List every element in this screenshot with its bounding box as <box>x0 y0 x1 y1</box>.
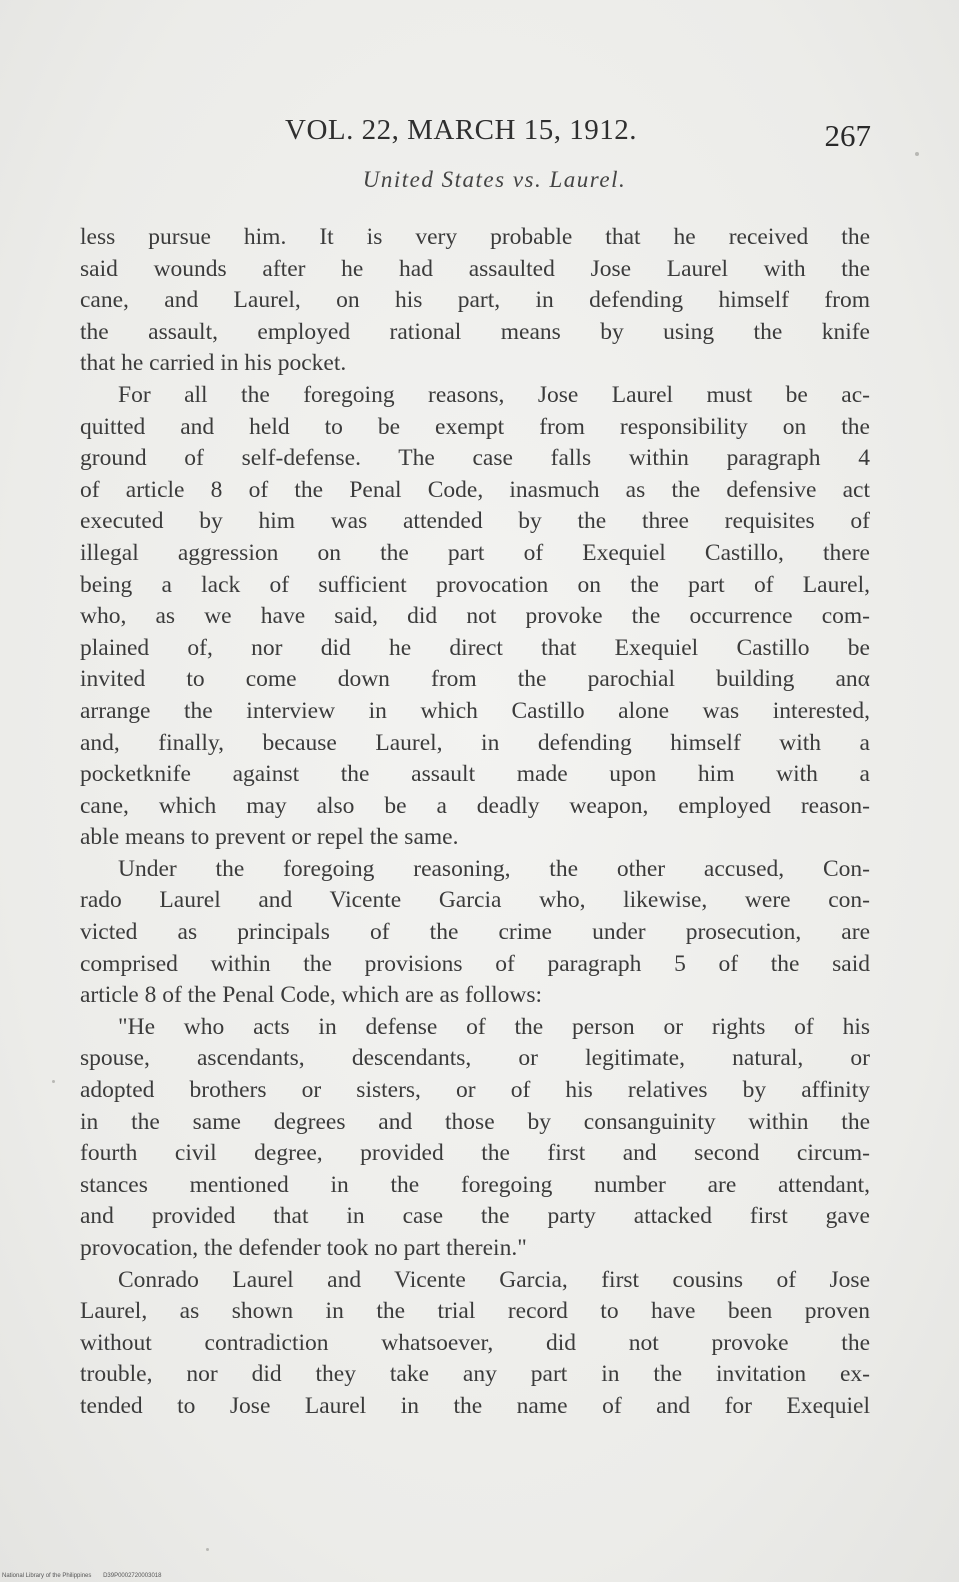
text-line: quitted and held to be exempt from responsibility on the <box>80 413 870 440</box>
text-line: pocketknife against the assault made upon him with a <box>80 761 870 788</box>
footer-code: D39P0002720003018 <box>103 1573 162 1579</box>
text-line: stances mentioned in the foregoing number are attendant, <box>80 1171 870 1198</box>
text-line: article 8 of the Penal Code, which are as follows: <box>80 982 543 1009</box>
page-number: 267 <box>824 118 871 153</box>
text-line: and, finally, because Laurel, in defending himself with a <box>80 729 870 756</box>
text-line: trouble, nor did they take any part in the invitation ex- <box>80 1361 870 1388</box>
text-line: invited to come down from the parochial building anα <box>80 666 870 693</box>
text-line: adopted brothers or sisters, or of his relatives by affinity <box>80 1077 870 1104</box>
footer-library: National Library of the Philippines <box>2 1573 92 1579</box>
text-line: tended to Jose Laurel in the name of and for Exequiel <box>80 1392 870 1419</box>
text-line: of article 8 of the Penal Code, inasmuch as the defensive act <box>80 476 870 503</box>
text-line: without contradiction whatsoever, did not provoke the <box>80 1329 870 1356</box>
text-line: Conrado Laurel and Vicente Garcia, first cousins of Jose <box>118 1266 870 1293</box>
text-line: Under the foregoing reasoning, the other accused, Con- <box>118 855 870 882</box>
text-line: victed as principals of the crime under prosecution, are <box>80 919 870 946</box>
text-line: being a lack of sufficient provocation on the part of Laurel, <box>80 571 870 598</box>
scan-footer <box>2 1573 171 1579</box>
text-line: the assault, employed rational means by using the knife <box>80 318 870 345</box>
text-line: that he carried in his pocket. <box>80 350 347 377</box>
text-line: provocation, the defender took no part therein." <box>80 1235 527 1261</box>
text-line: spouse, ascendants, descendants, or legitimate, natural, or <box>80 1045 870 1072</box>
text-line: able means to prevent or repel the same. <box>80 824 459 851</box>
text-line: plained of, nor did he direct that Exequiel Castillo be <box>80 634 870 661</box>
text-line: and provided that in case the party attacked first gave <box>80 1203 870 1230</box>
scan-speck <box>52 1080 55 1083</box>
text-line: For all the foregoing reasons, Jose Laurel must be ac- <box>118 381 870 408</box>
text-line: less pursue him. It is very probable that he received the <box>80 224 870 250</box>
running-head: VOL. 22, MARCH 15, 1912. <box>285 114 637 146</box>
text-line: comprised within the provisions of paragraph 5 of the said <box>80 950 870 977</box>
text-line: in the same degrees and those by consanguinity within the <box>80 1108 870 1135</box>
text-line: cane, and Laurel, on his part, in defending himself from <box>80 287 870 314</box>
text-line: fourth civil degree, provided the first and second circum- <box>80 1140 870 1167</box>
text-line: executed by him was attended by the three requisites of <box>80 508 870 535</box>
text-line: Laurel, as shown in the trial record to have been proven <box>80 1298 870 1325</box>
text-line: ground of self-defense. The case falls within paragraph 4 <box>80 445 870 472</box>
text-line: said wounds after he had assaulted Jose Laurel with the <box>80 255 870 282</box>
text-line: cane, which may also be a deadly weapon, employed reason- <box>80 792 870 819</box>
scan-speck <box>206 1548 209 1551</box>
case-title: United States vs. Laurel. <box>362 167 627 192</box>
scan-speck <box>915 152 919 156</box>
text-line: rado Laurel and Vicente Garcia who, likewise, were con- <box>80 887 870 914</box>
text-line: arrange the interview in which Castillo alone was interested, <box>80 697 870 724</box>
text-line: illegal aggression on the part of Exequiel Castillo, there <box>80 539 870 566</box>
body-text <box>80 222 870 1423</box>
page-header <box>85 112 875 162</box>
text-line: who, as we have said, did not provoke the occurrence com- <box>80 603 870 630</box>
text-line: "He who acts in defense of the person or rights of his <box>118 1013 870 1040</box>
